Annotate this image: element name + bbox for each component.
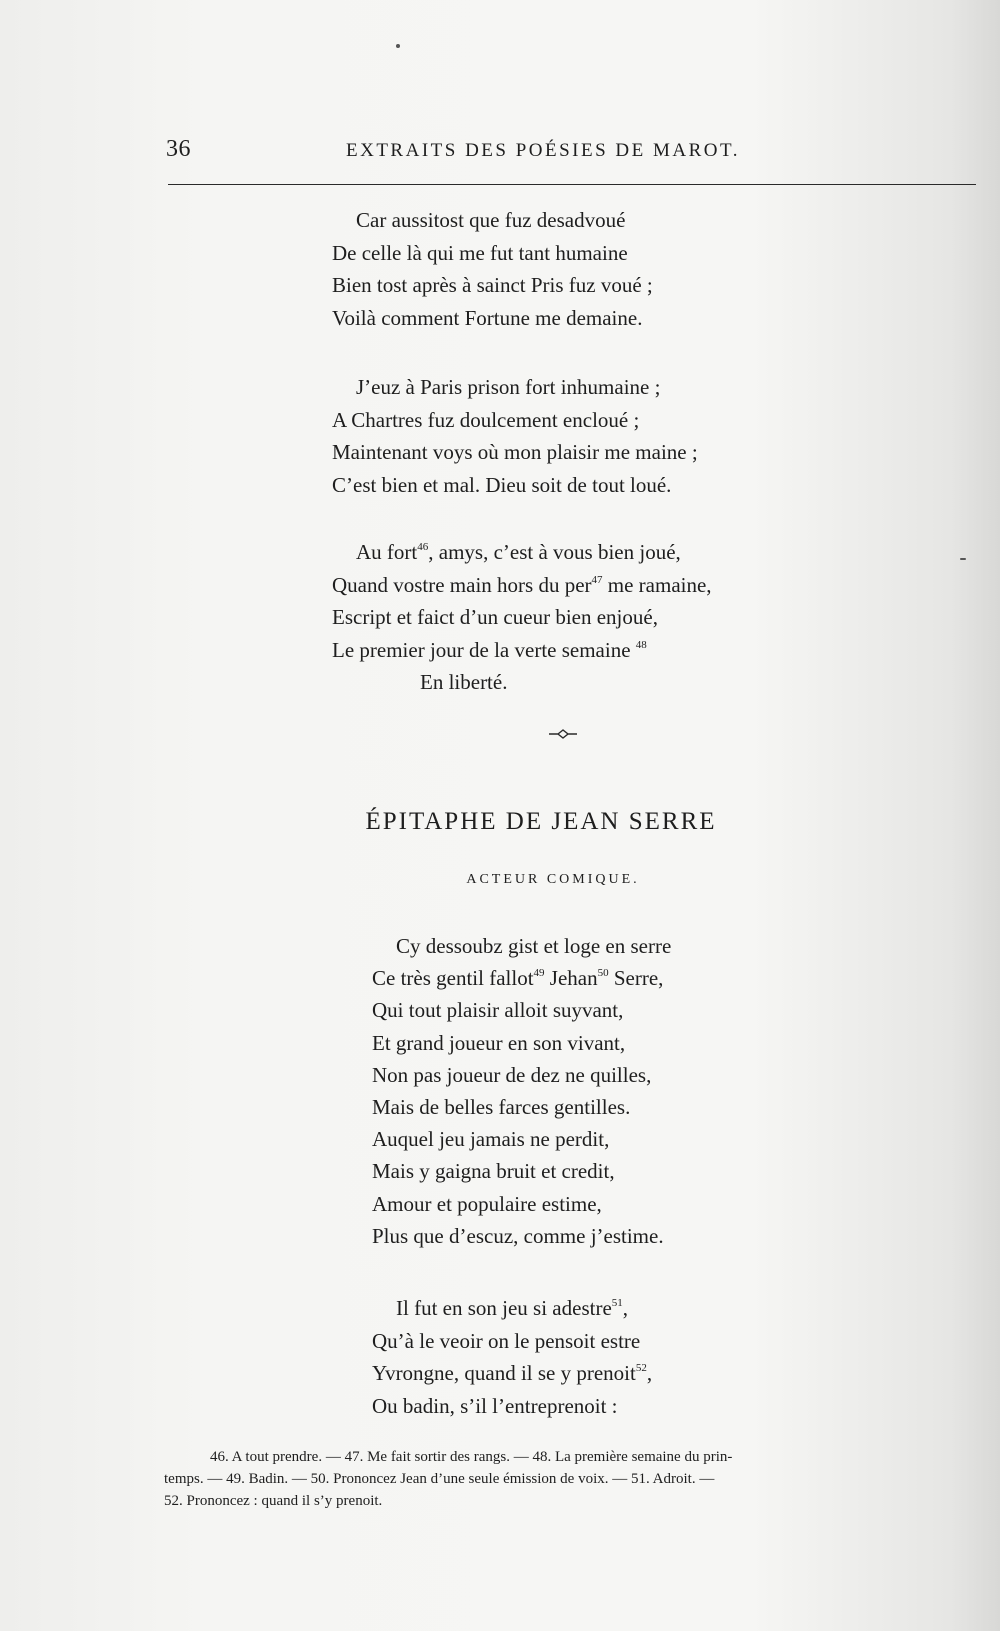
verse-line: Mais de belles farces gentilles. — [372, 1095, 631, 1120]
verse-line — [372, 1292, 652, 1325]
verse-line — [372, 962, 671, 994]
verse-line: Ou badin, s’il l’entreprenoit : — [372, 1393, 618, 1418]
verse-line: Car aussitost que fuz desadvoué — [356, 208, 626, 232]
verse-text: Au fort — [356, 540, 418, 564]
ornament-divider-icon — [548, 728, 578, 740]
verse-line: Qui tout plaisir alloit suyvant, — [372, 998, 624, 1023]
verse-line: Mais y gaigna bruit et credit, — [372, 1159, 615, 1184]
verse-text: , amys, c’est à vous bien joué, — [428, 540, 681, 564]
footnote-line: 46. A tout prendre. — 47. Me fait sortir des rangs. — 48. La première semaine du prin- — [210, 1449, 733, 1465]
page-number: 36 — [166, 136, 191, 162]
footnote-line: temps. — 49. Badin. — 50. Prononcez Jean d’une seule émission de voix. — 51. Adroit. — — [164, 1471, 715, 1487]
verse-text: , — [622, 1296, 629, 1320]
verse-line: Qu’à le veoir on le pensoit estre — [372, 1328, 641, 1353]
verse-line: Auquel jeu jamais ne perdit, — [372, 1127, 610, 1152]
footnote-ref: 47 — [591, 573, 603, 586]
footnote-ref: 48 — [635, 638, 647, 651]
verse-line — [372, 1357, 652, 1390]
verse-line: Amour et populaire estime, — [372, 1191, 602, 1216]
verse-text: , — [646, 1361, 653, 1385]
verse-line: C’est bien et mal. Dieu soit de tout loué. — [332, 472, 672, 497]
footnote-ref: 49 — [533, 967, 545, 980]
verse-line — [332, 634, 712, 667]
verse-line: Et grand joueur en son vivant, — [372, 1030, 626, 1055]
stanza-5 — [372, 1292, 652, 1422]
running-title: EXTRAITS DES POÉSIES DE MAROT. — [346, 140, 740, 161]
stanza-1 — [332, 204, 653, 334]
verse-line: Maintenant voys où mon plaisir me maine ; — [332, 440, 698, 464]
stanza-2 — [332, 371, 698, 501]
paper-speck — [960, 558, 966, 560]
verse-line: Bien tost après à sainct Pris fuz voué ; — [332, 273, 653, 297]
verse-text: Jehan — [544, 966, 598, 991]
verse-line — [332, 569, 712, 602]
section-subtitle: ACTEUR COMIQUE. — [466, 872, 640, 887]
footnotes — [164, 1446, 980, 1512]
verse-line: J’euz à Paris prison fort inhumaine ; — [356, 375, 661, 399]
verse-text: Serre, — [608, 966, 664, 991]
stanza-4 — [372, 930, 671, 1252]
paper-speck — [396, 44, 400, 48]
footnote-ref: 46 — [417, 541, 429, 553]
verse-line: A Chartres fuz doulcement encloué ; — [332, 407, 640, 432]
verse-line: En liberté. — [420, 670, 508, 694]
page-header — [166, 136, 980, 168]
verse-text: Yvrongne, quand il se y prenoit — [372, 1361, 636, 1385]
verse-text: me ramaine, — [602, 572, 712, 597]
verse-line: Cy dessoubz gist et loge en serre — [396, 934, 672, 958]
section-title: ÉPITAPHE DE JEAN SERRE — [365, 808, 717, 835]
stanza-3 — [332, 536, 712, 699]
verse-line: De celle là qui me fut tant humaine — [332, 240, 628, 265]
verse-text: Il fut en son jeu si adestre — [396, 1296, 612, 1320]
footnote-ref: 50 — [597, 967, 609, 980]
verse-text: Quand vostre main hors du per — [332, 572, 592, 597]
verse-line: Plus que d’escuz, comme j’estime. — [372, 1223, 664, 1248]
verse-line — [332, 536, 712, 569]
verse-line: Escript et faict d’un cueur bien enjoué, — [332, 605, 658, 629]
header-rule — [168, 184, 976, 185]
footnote-ref: 51 — [611, 1297, 623, 1309]
verse-line: Non pas joueur de dez ne quilles, — [372, 1062, 652, 1087]
verse-line: Voilà comment Fortune me demaine. — [332, 305, 643, 330]
verse-text: Le premier jour de la verte semaine — [332, 637, 631, 662]
footnote-line: 52. Prononcez : quand il s’y prenoit. — [164, 1493, 383, 1509]
footnote-ref: 52 — [635, 1362, 647, 1374]
verse-text: Ce très gentil fallot — [372, 966, 534, 991]
